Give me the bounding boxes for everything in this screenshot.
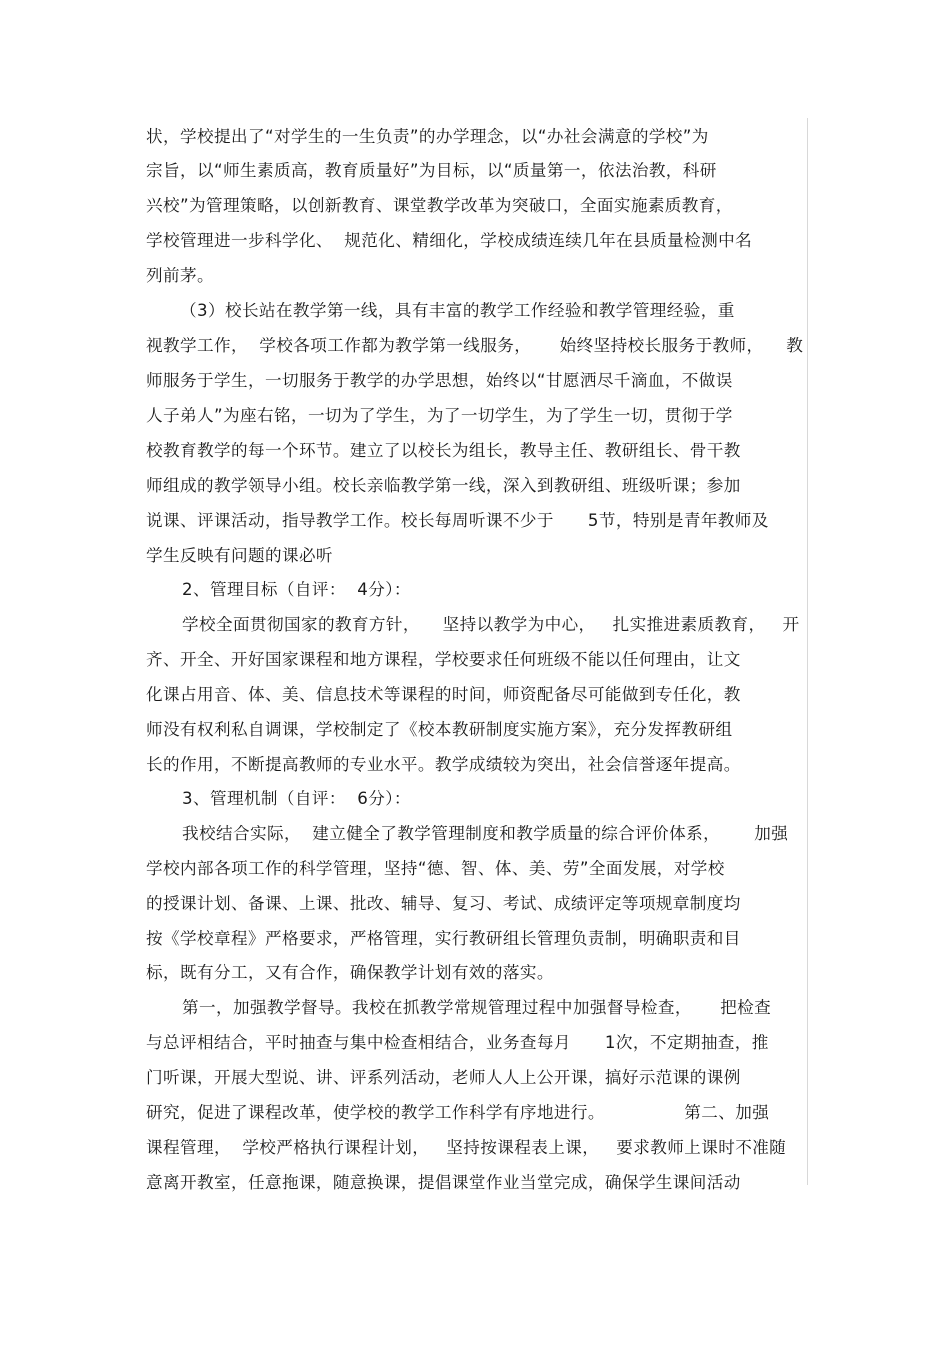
text-line: 研究，促进了课程改革，使学校的教学工作科学有序地进行。 第二、加强 (146, 1103, 770, 1122)
text-line: 兴校”为管理策略，以创新教育、课堂教学改革为突破口，全面实施素质教育， (146, 196, 733, 215)
section-heading: 2、管理目标（自评： 4分）： (182, 580, 411, 599)
text-line: 视教学工作， 学校各项工作都为教学第一线服务， 始终坚持校长服务于教师， 教 (146, 336, 804, 355)
text-line: 化课占用音、体、美、信息技术等课程的时间，师资配备尽可能做到专任化，教 (146, 685, 741, 704)
text-line: （3）校长站在教学第一线，具有丰富的教学工作经验和教学管理经验，重 (180, 301, 735, 320)
text-line: 说课、评课活动，指导教学工作。校长每周听课不少于 5节，特别是青年教师及 (146, 511, 769, 530)
text-line: 意离开教室，任意拖课，随意换课，提倡课堂作业当堂完成，确保学生课间活动 (146, 1173, 741, 1192)
text-line: 师服务于学生，一切服务于教学的办学思想，始终以“甘愿洒尽千滴血，不做误 (146, 371, 733, 390)
text-line: 标，既有分工，又有合作，确保教学计划有效的落实。 (146, 963, 554, 982)
text-line: 第一，加强教学督导。我校在抓教学常规管理过程中加强督导检查， 把检查 (182, 998, 772, 1017)
text-line: 按《学校章程》严格要求，严格管理，实行教研组长管理负责制，明确职责和目 (146, 929, 741, 948)
text-line: 学校管理进一步科学化、 规范化、精细化，学校成绩连续几年在县质量检测中名 (146, 231, 753, 250)
text-line: 师没有权利私自调课，学校制定了《校本教研制度实施方案》，充分发挥教研组 (146, 720, 733, 739)
text-line: 齐、开全、开好国家课程和地方课程，学校要求任何班级不能以任何理由，让文 (146, 650, 741, 669)
text-line: 列前茅。 (146, 266, 214, 285)
text-line: 宗旨，以“师生素质高，教育质量好”为目标，以“质量第一，依法治教，科研 (146, 161, 717, 180)
text-line: 学校全面贯彻国家的教育方针， 坚持以教学为中心， 扎实推进素质教育， 开 (182, 615, 800, 634)
text-line: 状，学校提出了“对学生的一生负责”的办学理念，以“办社会满意的学校”为 (146, 127, 709, 146)
text-line: 课程管理， 学校严格执行课程计划， 坚持按课程表上课， 要求教师上课时不准随 (146, 1138, 787, 1157)
text-line: 师组成的教学领导小组。校长亲临教学第一线，深入到教研组、班级听课；参加 (146, 476, 741, 495)
text-line: 门听课，开展大型说、讲、评系列活动，老师人人上公开课，搞好示范课的课例 (146, 1068, 741, 1087)
text-line: 人子弟人”为座右铭，一切为了学生，为了一切学生，为了学生一切，贯彻于学 (146, 406, 733, 425)
text-line: 长的作用，不断提高教师的专业水平。教学成绩较为突出，社会信誉逐年提高。 (146, 755, 741, 774)
text-line: 的授课计划、备课、上课、批改、辅导、复习、考试、成绩评定等项规章制度均 (146, 894, 741, 913)
text-line: 我校结合实际， 建立健全了教学管理制度和教学质量的综合评价体系， 加强 (182, 824, 789, 843)
text-line: 与总评相结合，平时抽查与集中检查相结合，业务查每月 1次，不定期抽查，推 (146, 1033, 769, 1052)
text-line: 学校内部各项工作的科学管理，坚持“德、智、体、美、劳”全面发展，对学校 (146, 859, 725, 878)
page-edge-divider (807, 118, 808, 1185)
section-heading: 3、管理机制（自评： 6分）： (182, 789, 411, 808)
text-line: 学生反映有问题的课必听 (146, 546, 333, 565)
text-line: 校教育教学的每一个环节。建立了以校长为组长，教导主任、教研组长、骨干教 (146, 441, 741, 460)
